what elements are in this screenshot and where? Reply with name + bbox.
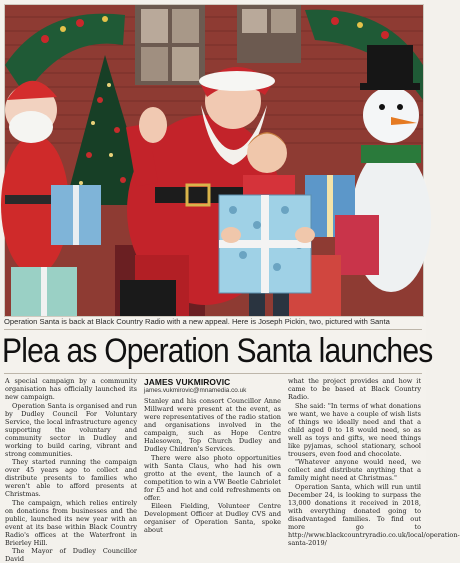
caption-divider xyxy=(4,329,422,330)
article-paragraph: Eileen Fielding, Volunteer Centre Development Officer at Dudley CVS and organiser of Operation Santa, spoke about xyxy=(144,502,281,534)
article-paragraph: what the project provides and how it came to be based at Black Country Radio. xyxy=(288,377,421,401)
byline-name: JAMES VUKMIROVIC xyxy=(144,377,231,387)
photo-caption: Operation Santa is back at Black Country Radio with a new appeal. Here is Joseph Pickin, two, pictured with Santa xyxy=(4,317,390,326)
article-paragraph: They started running the campaign over 45 years ago to collect and distribute presents to families who weren't able to afford presents at Christmas. xyxy=(5,458,137,498)
article-paragraph: She said: "In terms of what donations we want, we have a couple of wish lists of things we ideally need and that a child aged 0 to 18 would need, so as well as toys and gifts, we need things like pyjamas, school stationary, school trousers, even food and chocolate. xyxy=(288,401,421,458)
article-paragraph: Operation Santa is organised and run by Dudley Council For Voluntary Service, the local infrastructure agency supporting the voluntary and community sector in Dudley and working to build caring, vibrant and strong communities. xyxy=(5,401,137,458)
news-photo xyxy=(4,4,424,317)
headline: Plea as Operation Santa launches xyxy=(2,332,433,370)
headline-divider xyxy=(4,373,422,374)
article-column-3 xyxy=(288,377,460,547)
article-paragraph: A special campaign by a community organisation has officially launched its new campaign. xyxy=(5,377,137,401)
article-paragraph: The campaign, which relies entirely on donations from businesses and the public, launched its new year with an event at its base within Black Country Radio's offices at the Waterfront in Brierley Hill. xyxy=(5,498,137,547)
article-paragraph: The Mayor of Dudley Councillor David xyxy=(5,547,137,563)
article-paragraph: There were also photo opportunities with Santa Claus, who had his own grotto at the event, the launch of a competition to win a VW Beetle Cabriolet for £5 and hot and cold refreshments on offer. xyxy=(144,453,281,502)
article-paragraph: Operation Santa, which will run until December 24, is looking to surpass the 13,000 donations it received in 2018, with everything donated going to disadvantaged families. To find out more go to http://www.blackcountryradio.co.uk/local/operation-santa-2019/ xyxy=(288,482,460,547)
byline-email: james.vukmirovic@mnamedia.co.uk xyxy=(144,387,247,394)
article-column-2 xyxy=(144,377,281,534)
article-paragraph: "Whatever anyone would need, we collect and distribute anything that a family might need at Christmas." xyxy=(288,458,421,482)
article-column-1 xyxy=(5,377,137,563)
article-paragraph: Stanley and his consort Councillor Anne Millward were present at the event, as were representatives of the radio station and organisations involved in the campaign, such as Hope Centre Halesowen, Top Church Dudley and Dudley Children's Services. xyxy=(144,397,281,453)
